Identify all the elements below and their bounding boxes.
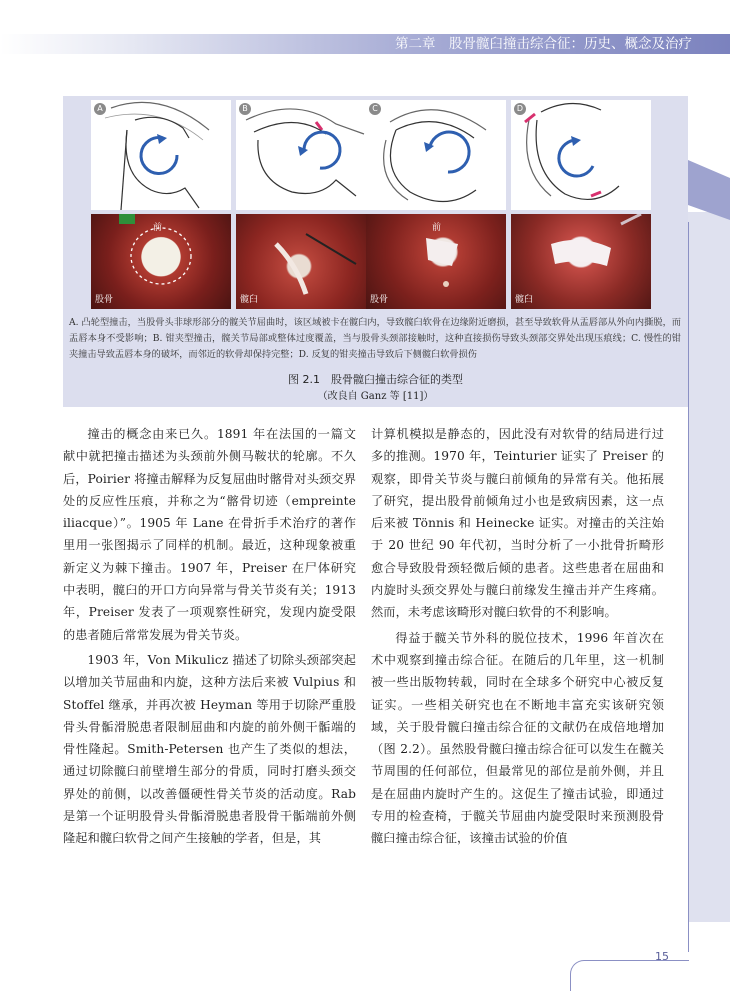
body-paragraph: 撞击的概念由来已久。1891 年在法国的一篇文献中就把撞击描述为头颈前外侧马鞍状的轮廓。不久后，Poirier 将撞击解释为反复屈曲时髂骨对头颈交界处的反应性压痕，并称之为“髂骨切迹（empreinte iliacque）”。1905 年 Lane 在骨折手术治疗的著作里用一张图揭示了同样的机制。最近，这种现象被重新定义为棘下撞击。1907 年，Preiser 在尸体研究中表明，髋臼的开口方向异常与骨关节炎有关；1913 年，Preiser 发表了一项观察性研究，发现内旋受限的患者随后常常发展为骨关节炎。 — [63, 427, 356, 642]
chronic-pincer-diagram — [366, 100, 506, 210]
photo-label: 髋臼 — [240, 295, 259, 305]
panel-b-photo — [236, 214, 376, 309]
figure-caption: A. 凸轮型撞击，当股骨头非球形部分的髋关节屈曲时，该区域被卡在髋臼内，导致髋臼软骨在边缘附近磨损，甚至导致软骨从盂唇部从外向内撕脱，而盂唇本身不受影响；B. 钳夹型撞击，髋关节局部或整体过度覆盖，当与股骨头颈部接触时，这种直接损伤导致头颈部交界处出现压痕线；C. 慢性的钳夹撞击导致盂唇本身的破坏，而邻近的软骨却保持完整；D. 反复的钳夹撞击导致后下侧髋臼软骨损伤 — [69, 317, 681, 360]
body-paragraph: 得益于髋关节外科的脱位技术，1996 年首次在术中观察到撞击综合征。在随后的几年里，这一机制被一些出版物转载，同时在全球多个研究中心被反复证实。一些相关研究也在不断地丰富充实该研究领域，关于股骨髋臼撞击综合征的文献仍在成倍地增加（图 2.2）。虽然股骨髋臼撞击综合征可以发生在髋关节周围的任何部位，但最常见的部位是前外侧，并且是在屈曲内旋时产生的。这促生了撞击试验，即通过专用的检查椅，于髋关节屈曲内旋受限时来预测股骨髋臼撞击综合征，该撞击试验的价值 — [371, 630, 664, 846]
cam-impingement-diagram — [91, 100, 231, 210]
panel-letter: C — [369, 103, 381, 115]
body-paragraph: 计算机模拟是静态的，因此没有对软骨的结局进行过多的推测。1970 年，Teinturier 证实了 Preiser 的观察，即骨关节炎与髋臼前倾角的异常有关。他拓展了研究，提出股骨前倾角过小也是致病因素，这一点后来被 Tönnis 和 Heinecke 证实。对撞击的关注始于 20 世纪 90 年代初，当时分析了一小批骨折畸形愈合导致股骨颈轻微后倾的患者。这些患者在屈曲和内旋时头颈交界处与髋臼前缘发生撞击并产生疼痛。然而，未考虑该畸形对髋臼软骨的不利影响。 — [371, 427, 664, 620]
photo-label: 股骨 — [95, 295, 114, 305]
figure-2-1 — [63, 96, 688, 407]
panel-letter: A — [94, 103, 106, 115]
photo-label: 股骨 — [370, 295, 389, 305]
left-column — [63, 423, 356, 850]
panel-a-diagram — [91, 100, 231, 210]
figure-title: 图 2.1 股骨髋臼撞击综合征的类型 — [288, 373, 463, 386]
panel-b-diagram — [236, 100, 376, 210]
side-rule — [688, 222, 689, 952]
panel-c-diagram — [366, 100, 506, 210]
pincer-impingement-diagram — [236, 100, 376, 210]
chapter-title: 第二章 股骨髋臼撞击综合征：历史、概念及治疗 — [395, 36, 692, 52]
posteroinferior-lesion-diagram — [511, 100, 651, 210]
photo-label: 前 — [153, 223, 163, 233]
body-paragraph: 1903 年，Von Mikulicz 描述了切除头颈部突起以增加关节屈曲和内旋，这种方法后来被 Vulpius 和 Stoffel 继承，并再次被 Heyman 等用于切除严重股骨头骨骺滑脱患者限制屈曲和内旋的前外侧干骺端的骨性隆起。Smith-Petersen 也产生了类似的想法，通过切除髋臼前壁增生部分的骨质，同时打磨头颈交界处的前侧，以改善僵硬性骨关节炎的活动度。Rab 是第一个证明股骨头骨骺滑脱患者股骨干骺端前外侧隆起和髋臼软骨之间产生接触的学者，但是，其 — [63, 652, 356, 846]
panel-d-photo — [511, 214, 651, 309]
photo-label: 前 — [432, 223, 442, 233]
page-number: 15 — [655, 950, 669, 963]
right-column — [371, 423, 664, 850]
photo-label: 髋臼 — [515, 295, 534, 305]
panel-letter: B — [239, 103, 251, 115]
footer-curve — [570, 960, 689, 991]
side-tab — [688, 160, 730, 220]
side-tab-shade — [688, 212, 730, 922]
panel-c-photo — [366, 214, 506, 309]
panel-a-photo — [91, 214, 231, 309]
panel-d-diagram — [511, 100, 651, 210]
panel-letter: D — [514, 103, 526, 115]
figure-source: （改良自 Ganz 等 [11]） — [317, 391, 434, 402]
